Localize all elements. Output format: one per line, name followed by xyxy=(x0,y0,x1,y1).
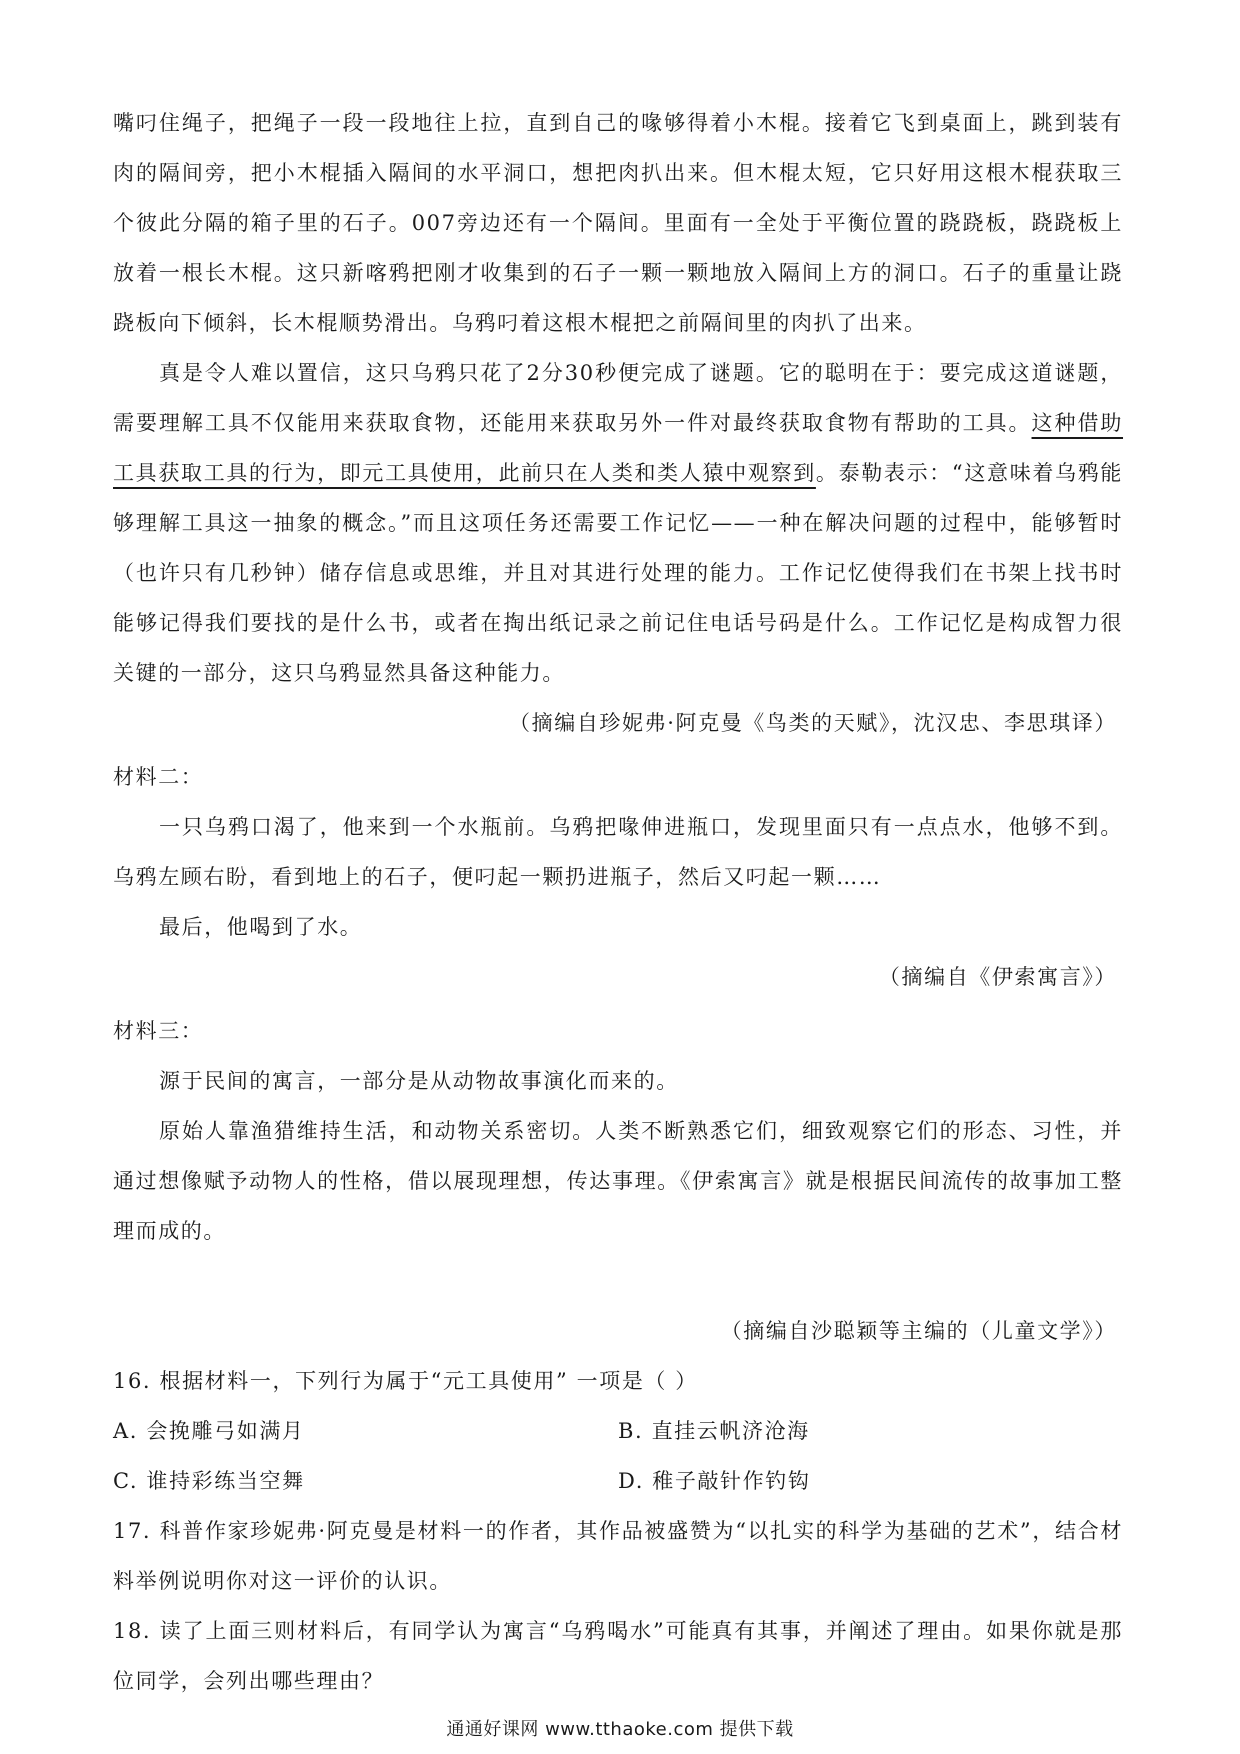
material3-paragraph-2: 原始人靠渔猎维持生活，和动物关系密切。人类不断熟悉它们，细致观察它们的形态、习性，并通过想像赋予动物人的性格，借以展现理想，传达事理。《伊索寓言》就是根据民间流传的故事加工整理而成的。 xyxy=(113,1119,1123,1243)
material1-continued-paragraph: 嘴叼住绳子，把绳子一段一段地往上拉，直到自己的喙够得着小木棍。接着它飞到桌面上，跳到装有肉的隔间旁，把小木棍插入隔间的水平洞口，想把肉扒出来。但木棍太短，它只好用这根木棍获取三个彼此分隔的箱子里的石子。007旁边还有一个隔间。里面有一全处于平衡位置的跷跷板，跷跷板上放着一根长木棍。这只新喀鸦把刚才收集到的石子一颗一颗地放入隔间上方的洞口。石子的重量让跷跷板向下倾斜，长木棍顺势滑出。乌鸦叼着这根木棍把之前隔间里的肉扒了出来。 xyxy=(113,111,1123,335)
paragraph-text-part: 真是令人难以置信，这只乌鸦只花了2分30秒便完成了谜题。它的聪明在于：要完成这道谜题，需要理解工具不仅能用来获取食物，还能用来获取另外一件对最终获取食物有帮助的工具。 xyxy=(113,361,1123,435)
option-c: C. 谁持彩练当空舞 xyxy=(113,1469,305,1493)
source-citation-3: （摘编自沙聪颖等主编的（儿童文学》） xyxy=(720,1319,1117,1343)
underlined-sentence: 这种借助工具获取工具的行为，即元工具使用，此前只在人类和类人猿中观察到 xyxy=(113,411,1124,485)
option-a: A. 会挽雕弓如满月 xyxy=(113,1419,305,1443)
question-16: 16. 根据材料一，下列行为属于“元工具使用” 一项是（ ） xyxy=(113,1369,698,1393)
paragraph-text-part: 。泰勒表示：“这意味着乌鸦能够理解工具这一抽象的概念。”而且这项任务还需要工作记忆——一种在解决问题的过程中，能够暂时（也许只有几秒钟）储存信息或思维，并且对其进行处理的能力。工作记忆使得我们在书架上找书时能够记得我们要找的是什么书，或者在掏出纸记录之前记住电话号码是什么。工作记忆是构成智力很关键的一部分，这只乌鸦显然具备这种能力。 xyxy=(113,461,1123,685)
page-footer: 通通好课网 www.tthaoke.com 提供下载 xyxy=(446,1719,794,1740)
material2-paragraph-1: 一只乌鸦口渴了，他来到一个水瓶前。乌鸦把喙伸进瓶口，发现里面只有一点点水，他够不到。乌鸦左顾右盼，看到地上的石子，便叼起一颗扔进瓶子，然后又叼起一颗…… xyxy=(113,815,1123,889)
material2-heading: 材料二： xyxy=(113,765,204,789)
material1-analysis-paragraph xyxy=(113,348,1123,698)
material2-paragraph-2: 最后，他喝到了水。 xyxy=(159,915,363,939)
question-17: 17. 科普作家珍妮弗·阿克曼是材料一的作者，其作品被盛赞为“以扎实的科学为基础的艺术”，结合材料举例说明你对这一评价的认识。 xyxy=(113,1519,1123,1593)
question-18: 18. 读了上面三则材料后，有同学认为寓言“乌鸦喝水”可能真有其事，并阐述了理由。如果你就是那位同学，会列出哪些理由？ xyxy=(113,1619,1123,1693)
spacer xyxy=(113,1256,1123,1306)
material3-heading: 材料三： xyxy=(113,1019,204,1043)
question-16-options-row-2 xyxy=(113,1456,1123,1506)
option-d: D. 稚子敲针作钓钩 xyxy=(618,1469,811,1493)
source-citation-1: （摘编自珍妮弗·阿克曼《鸟类的天赋》，沈汉忠、李思琪译） xyxy=(509,711,1117,735)
source-citation-2: （摘编自《伊索寓言》） xyxy=(878,965,1117,989)
material3-paragraph-1: 源于民间的寓言，一部分是从动物故事演化而来的。 xyxy=(159,1069,679,1093)
document-content xyxy=(113,98,1123,1706)
option-b: B. 直挂云帆济沧海 xyxy=(618,1419,810,1443)
question-16-options-row-1 xyxy=(113,1406,1123,1456)
